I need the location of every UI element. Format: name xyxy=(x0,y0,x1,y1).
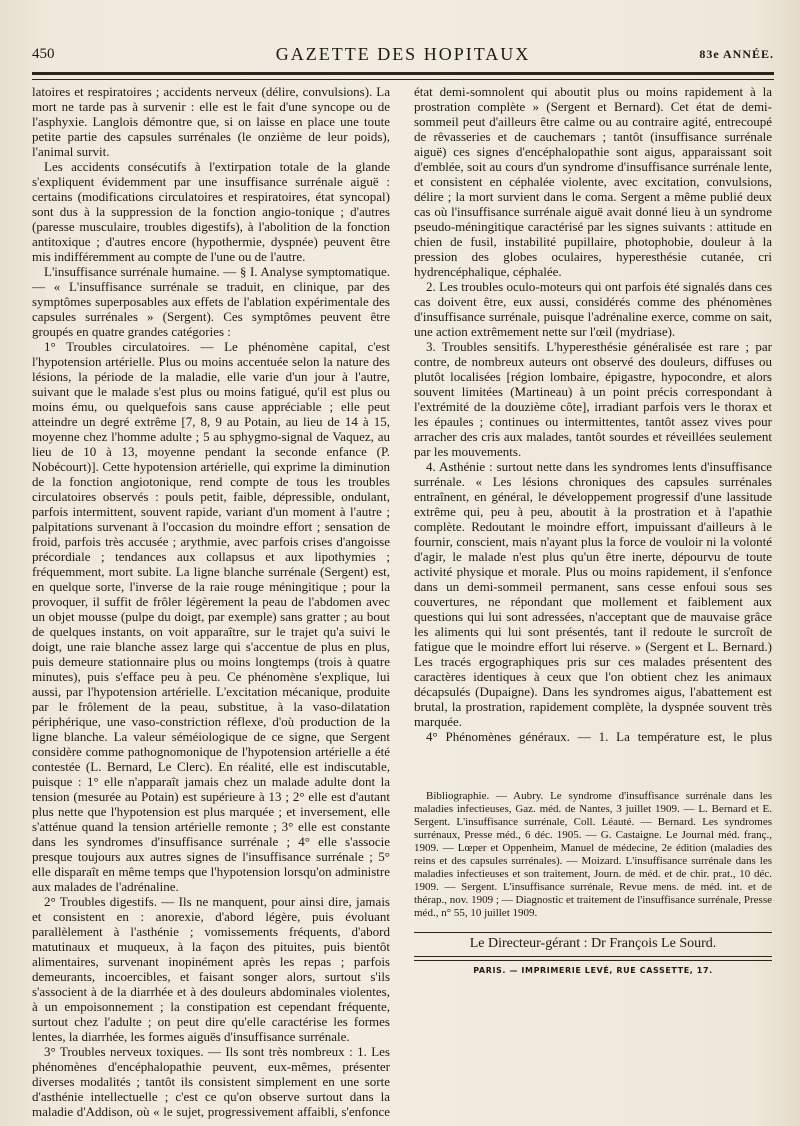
page-header xyxy=(32,46,774,72)
page-number: 450 xyxy=(32,46,55,62)
paragraph: 2. Les troubles oculo-moteurs qui ont parfois été signalés dans ces cas doivent être, eux aussi, considérés comme des phénomènes d'insuffisance surrénale, puisque l'adrénaline exerce, comme on sait, une action extrêmement nette sur l'œil (mydriase). xyxy=(414,279,772,339)
paragraph: 4. Asthénie : surtout nette dans les syndromes lents d'insuffisance surrénale. « Les lésions chroniques des capsules surrénales entraînent, en général, le développement progressif d'une lassitude extrême qui, peu à peu, aboutit à la prostration et à l'apathie complète. Redoutant le moindre effort, impuissant d'ailleurs à le fournir, conscient, mais n'ayant plus la force de vouloir ni la volonté d'agir, le malade n'est plus qu'un être inerte, dépourvu de toute activité physique et morale. Plus ou moins rapidement, il s'enfonce dans un demi-sommeil permanent, sans cesse enfoui sous ses couvertures, ne répondant que mollement et faiblement aux questions qui lui sont adressées, n'acceptant que de mauvaise grâce les aliments qui lui sont présentés, tant il redoute le surcroît de fatigue que le moindre effort lui réserve. » (Sergent et L. Bernard.) Les tracés ergographiques pris sur ces malades présentent des caractères identiques à ceux que l'on obtient chez les animaux décapsulés (Dupaigne). Dans les syndromes aigus, l'abattement est brutal, la prostration, rapidement complète, la dyspnée souvent très marquée. xyxy=(414,459,772,729)
year-label: 83e ANNÉE. xyxy=(699,47,774,61)
paragraph: 2° Troubles digestifs. — Ils ne manquent, pour ainsi dire, jamais et consistent en : anorexie, d'abord légère, puis évoluant parallèlement à l'asthénie ; vomissements fréquents, d'abord matutinaux et muqueux, à la façon des pituites, puis bientôt alimentaires, survenant inopinément après les repas ; parfois demeurants, incoercibles, et faisant songer alors, surtout s'ils s'associent à de la diarrhée et à des douleurs abdominales violentes, à un empoisonnement ; la constipation est cependant fréquente, surtout chez l'adulte ; on peut dire qu'elle caractérise les formes lentes, la diarrhée, les formes aiguës d'insuffisance surrénale. xyxy=(32,894,390,1044)
paragraph: 3. Troubles sensitifs. L'hyperesthésie généralisée est rare ; par contre, de nombreux auteurs ont observé des douleurs, diffuses ou plutôt localisées [région lombaire, épigastre, hypocondre, et alors souvent limitées (Martineau) à un point précis correspondant à l'extrémité de la douzième côte], irradiant parfois vers le thorax et les épaules ; continues ou intermittentes, tantôt assez vives pour arracher des cris aux malades, tantôt sourdes et réveillées seulement par les mouvements. xyxy=(414,339,772,459)
paragraph: 1° Troubles circulatoires. — Le phénomène capital, c'est l'hypotension artérielle. Plus ou moins accentuée selon la nature des lésions, la période de la maladie, elle varie d'un jour à l'autre, suivant que le malade s'est plus ou moins fatigué, qu'il est plus ou moins ému, ou quelquefois sans cause appréciable ; elle peut atteindre un degré extrême [7, 8, 9 au Potain, au lieu de 14 à 15, moyenne chez l'homme adulte ; 5 au sphygmo-signal de Vaquez, au lieu de 10 à 13, moyenne pendant la seconde enfance (P. Nobécourt)]. Cette hypotension artérielle, qui exprime la diminution de la fonction angiotonique, rend compte de tous les troubles circulatoires observés : pouls petit, faible, dépressible, ondulant, parfois intermittent, souvent rapide, variant d'un moment à l'autre ; palpitations survenant à l'occasion du moindre effort ; sensation de froid, parfois très accusée ; arythmie, avec parfois crises d'angoisse précordiale ; tendances aux collapsus et aux lipothymies ; fréquemment, mort subite. La ligne blanche surrénale (Sergent) est, en quelque sorte, l'inverse de la raie rouge méningitique ; pour la provoquer, il suffit de frôler légèrement la peau de l'abdomen avec un objet mousse (pulpe du doigt, par exemple) sans gratter ; au bout de quelques instants, on voit apparaître, sur le trajet qu'a suivi le doigt, une raie blanche assez large qui s'accentue de plus en plus, puis demeure stationnaire plus ou moins longtemps (trois à quatre minutes), puis s'efface peu à peu. Ce phénomène s'explique, lui aussi, par l'hypotension artérielle. L'excitation mécanique, produite par le frôlement de la peau, substitue, à la vaso-dilatation périphérique, une vaso-constriction réflexe, d'où production de la ligne blanche. La valeur séméiologique de ce signe, que Sergent considère comme pathognomonique de l'hypotension artérielle a été contestée (L. Bernard, Le Clerc). En réalité, elle est indiscutable, puisque : 1° elle n'apparaît jamais chez un malade adulte dont la tension (mesurée au Potain) est supérieure à 13 ; 2° elle est d'autant plus nette que l'hypotension est plus marquée ; et inversement, elle s'atténue quand la tension artérielle remonte ; 3° elle est constante dans les syndromes d'insuffisance surrénale ; 4° elle s'associe presque toujours aux autres signes de l'insuffisance surrénale ; 5° elle disparaît en même temps que l'hypotension lorsqu'on administre aux malades de l'adrénaline. xyxy=(32,339,390,894)
left-column xyxy=(32,84,390,1119)
journal-title: GAZETTE DES HOPITAUX xyxy=(275,44,531,64)
paragraph: latoires et respiratoires ; accidents nerveux (délire, convulsions). La mort ne tarde pas à survenir : elle est le fait d'une syncope ou de l'asphyxie. Langlois démontre que, si on laisse en place une toute petite partie des capsules surrénales (le onzième de leur poids), l'animal survit. xyxy=(32,84,390,159)
right-column xyxy=(414,84,772,744)
paragraph: Les accidents consécutifs à l'extirpation totale de la glande s'expliquent évidemment par une insuffisance surrénale aiguë : certains (modifications circulatoires et respiratoires, état syncopal) sont dus à la suppression de la fonction angio-tonique ; d'autres (paresse musculaire, troubles digestifs), à l'abolition de la fonction antitoxique ; d'autres encore (hypothermie, dyspnée) peuvent être mis indifféremment au compte de l'une ou de l'autre. xyxy=(32,159,390,264)
printer-imprint: PARIS. — IMPRIMERIE LEVÉ, RUE CASSETTE, 17. xyxy=(473,966,713,975)
paragraph: L'insuffisance surrénale humaine. — § I. Analyse symptomatique. — « L'insuffisance surrénale se traduit, en clinique, par des symptômes superposables aux effets de l'ablation expérimentale des capsules surrénales » (Sergent). Ces symptômes peuvent être groupés en quatre grandes catégories : xyxy=(32,264,390,339)
footer-rule xyxy=(414,932,772,933)
paragraph: 4° Phénomènes généraux. — 1. La température est, le plus xyxy=(426,729,772,744)
director-signature: Le Directeur-gérant : Dr François Le Sourd. xyxy=(469,936,717,951)
header-rule xyxy=(32,72,774,80)
paragraph: état demi-somnolent qui aboutit plus ou moins rapidement à la prostration complète » (Sergent et Bernard). Cet état de demi-sommeil peut d'ailleurs être calme ou au contraire agité, entrecoupé de rêvasseries et de cauchemars ; tantôt (insuffisance surrénale aiguë) ces signes d'encéphalopathie sont aigus, apparaissant soit d'emblée, soit au cours d'un syndrome d'insuffisance surrénale lente, et consistent en céphalée violente, avec excitation, convulsions, délire ; la mort survient dans le coma. Sergent a même publié deux cas où l'insuffisance surrénale aiguë avait donné lieu à un syndrome pseudo-méningitique caractérisé par les signes suivants : attitude en chien de fusil, instabilité pupillaire, photophobie, douleur à la pression des globes oculaires, hyperesthésie cutanée, cri hydrencéphalique, céphalée. xyxy=(414,84,772,279)
bibliography-text: Bibliographie. — Aubry. Le syndrome d'insuffisance surrénale dans les maladies infectieuses, Gaz. méd. de Nantes, 3 juillet 1909. — L. Bernard et E. Sergent. L'insuffisance surrénale, Coll. Léauté. — Bernard. Les syndromes surrénaux, Presse méd., 6 déc. 1905. — G. Castaigne. Le Journal méd. franç., 1909. — Lœper et Oppenheim, Manuel de médecine, 2e édition (maladies des reins et des capsules surrénales). — Moizard. L'insuffisance surrénale dans les maladies infectieuses et son traitement, Journ. de méd. et de chir. prat., 10 déc. 1909. — Sergent. L'insuffisance surrénale, Revue mens. de méd. int. et de thérap., nov. 1909 ; — Diagnostic et traitement de l'insuffisance surrénale, Presse méd., n° 55, 10 juillet 1909. xyxy=(414,790,772,919)
bibliography xyxy=(414,790,772,920)
footer-rule xyxy=(414,956,772,961)
paragraph: 3° Troubles nerveux toxiques. — Ils sont très nombreux : 1. Les phénomènes d'encéphalopathie peuvent, eux-mêmes, présenter diverses modalités ; tantôt ils consistent simplement en une sorte d'asthénie intellectuelle ; c'est ce qu'on observe surtout dans la maladie d'Addison, où « le sujet, progressivement affaibli, s'enfonce xyxy=(32,1044,390,1119)
